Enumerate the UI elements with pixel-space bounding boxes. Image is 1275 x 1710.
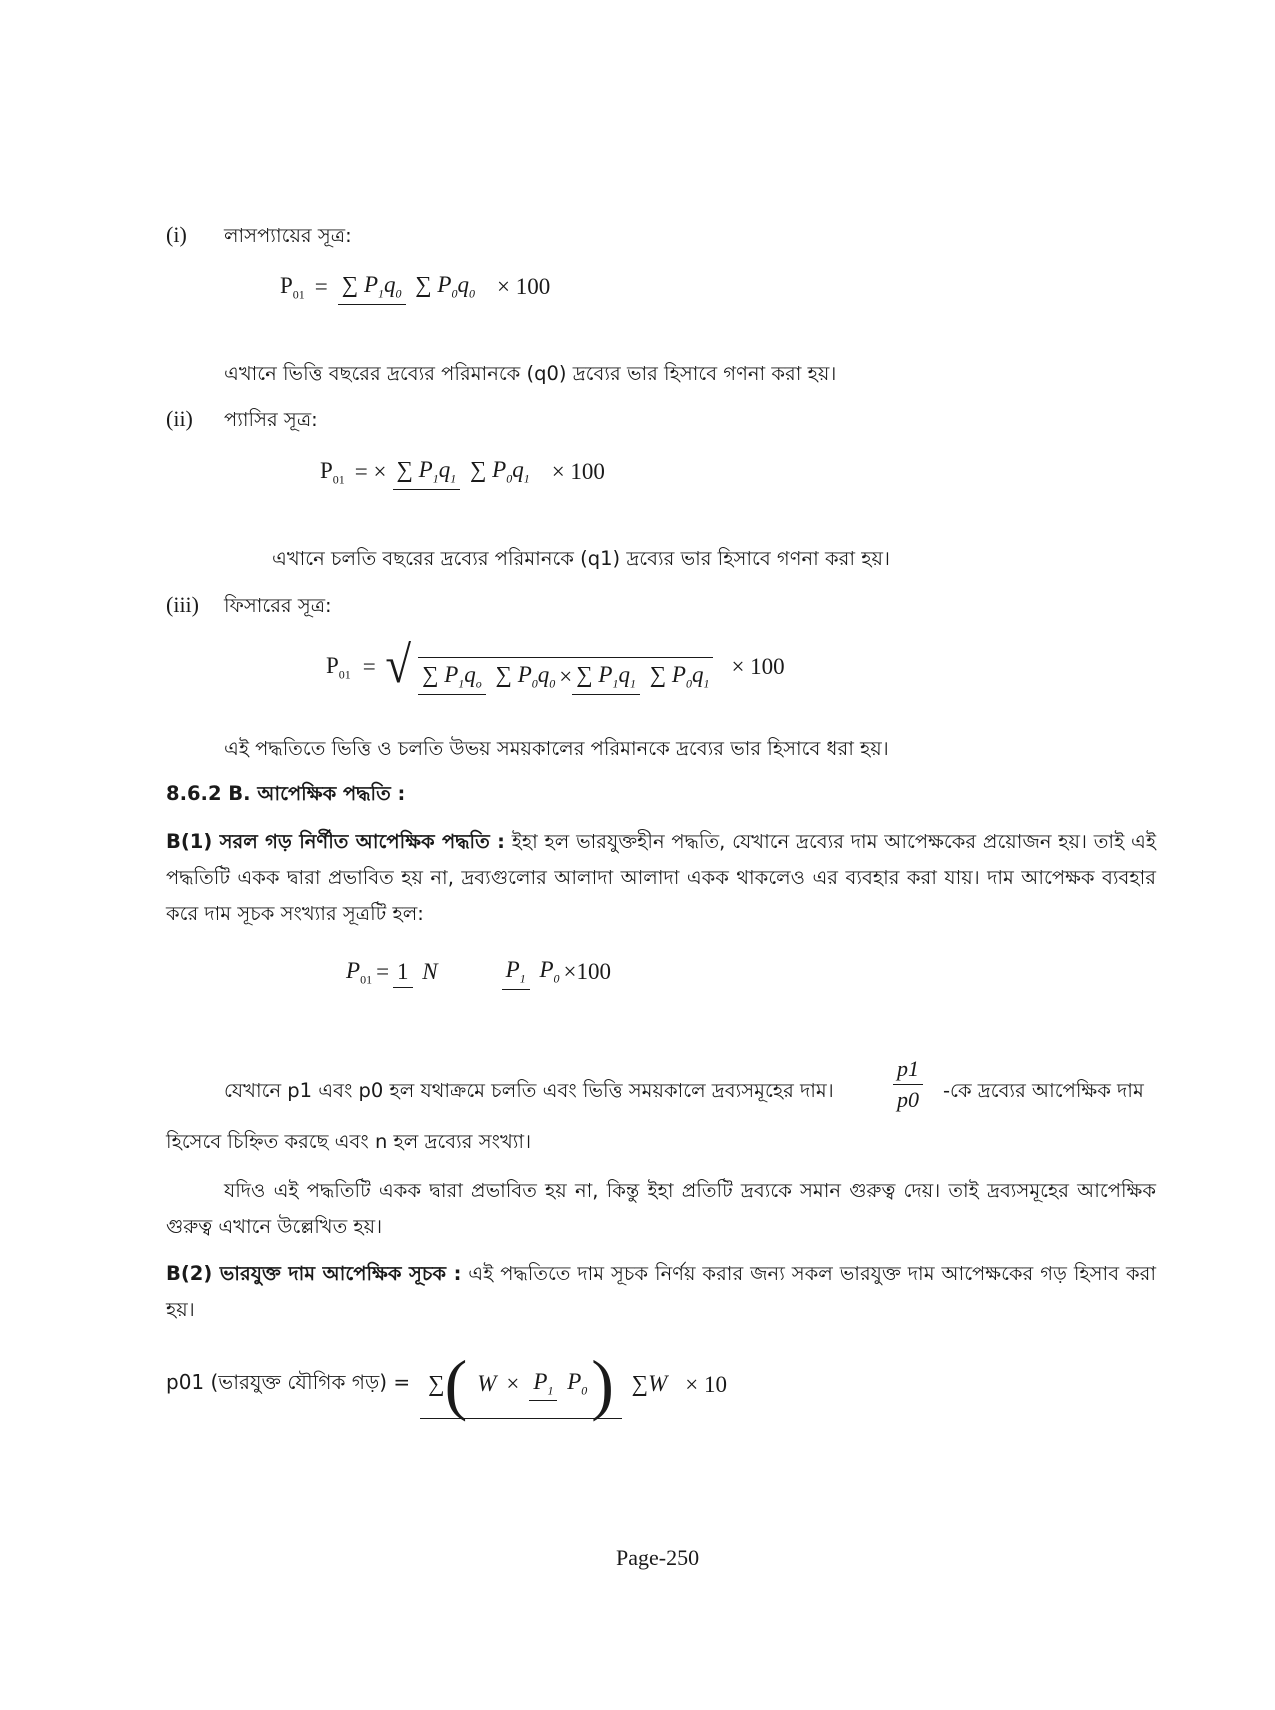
fisher-formula: $P_{01}$ = √ ∑ $P_1q_o$ ∑ $P_0q_0$ × ∑ $P_1q_1$ ∑ $P_0q_1$ × 100 — [326, 637, 785, 694]
formula-lhs: $P_{01}$ — [320, 457, 345, 487]
fisher-title: ফিসারের সূত্র: — [224, 594, 332, 617]
item-number-i: (i) — [166, 222, 187, 247]
weighted-formula: p01 (ভারযুক্ত যৌগিক গড়) = ∑ ( W × $P_1$ $P_0$ ) ∑W × 10 — [166, 1346, 727, 1422]
although-paragraph: যদিও এই পদ্ধতিটি একক দ্বারা প্রভাবিত হয় না, কিন্তু ইহা প্রতিটি দ্রব্যকে সমান গুরুত্ব দেয়। তাই দ্রব্যসমূহের আপেক্ষিক গুরুত্ব এখানে উল্লেখিত হয়। — [166, 1179, 1156, 1238]
where-text: যেখানে p1 এবং p0 হল যথাক্রমে চলতি এবং ভিত্তি সময়কালে দ্রব্যসমূহের দাম। — [224, 1079, 834, 1102]
laspeyres-title: লাসপ্যায়ের সূত্র: — [224, 224, 352, 247]
formula-lhs: $P_{01}$ — [280, 272, 305, 302]
b1-text: ইহা হল ভারযুক্তহীন পদ্ধতি, যেখানে দ্রব্যের দাম আপেক্ষকের প্রয়োজন হয়। তাই এই পদ্ধতিটি একক দ্বারা প্রভাবিত হয় না, দ্রব্যগুলোর আলাদা আলাদা একক থাকলেও এর ব্যবহার করা যায়। দাম আপেক্ষক ব্যবহার করে দাম সূচক সংখ্যার সূত্রটি হল: — [166, 830, 1156, 925]
page-number: Page-250 — [616, 1545, 700, 1570]
laspeyres-fraction: ∑ $P_1q_0$ ∑ $P_0q_0$ — [338, 270, 479, 305]
paasche-note: এখানে চলতি বছরের দ্রব্যের পরিমানকে (q1) দ্রব্যের ভার হিসাবে গণনা করা হয়। — [272, 547, 890, 570]
weighted-fraction: ∑ ( W × $P_1$ $P_0$ ) ∑W — [420, 1350, 671, 1419]
paasche-title: প্যাসির সূত্র: — [224, 408, 318, 431]
where-text-continued: -কে দ্রব্যের আপেক্ষিক দাম — [943, 1079, 1144, 1102]
section-heading: 8.6.2 B. আপেক্ষিক পদ্ধতি : — [166, 782, 406, 805]
weighted-lhs: p01 (ভারযুক্ত যৌগিক গড়) = — [166, 1370, 411, 1394]
b1-paragraph — [166, 824, 1156, 932]
simple-average-formula: $P_{01}$ = 1 N $P_1$ $P_0$ ×100 — [346, 955, 611, 990]
b2-text: এই পদ্ধতিতে দাম সূচক নির্ণয় করার জন্য সকল ভারযুক্ত দাম আপেক্ষকের গড় হিসাব করা হয়। — [166, 1262, 1157, 1321]
laspeyres-formula: $P_{01}$ = ∑ $P_1q_0$ ∑ $P_0q_0$ × 100 — [280, 270, 550, 305]
paasche-fraction: ∑ $P_1q_1$ ∑ $P_0q_1$ — [393, 455, 534, 490]
relative-price-fraction: $\frac{p1}{p0}$ — [893, 1056, 923, 1113]
item-number-iii: (iii) — [166, 592, 199, 617]
square-root: √ ∑ $P_1q_o$ ∑ $P_0q_0$ × ∑ $P_1q_1$ ∑ $P_0q_1$ — [384, 640, 714, 695]
item-number-ii: (ii) — [166, 406, 193, 431]
formula-lhs: $P_{01}$ — [326, 652, 351, 682]
formula-lhs: $P_{01}$ — [346, 957, 373, 987]
b2-paragraph — [166, 1256, 1156, 1328]
fisher-note: এই পদ্ধতিতে ভিত্তি ও চলতি উভয় সময়কালের পরিমানকে দ্রব্যের ভার হিসাবে ধরা হয়। — [224, 737, 889, 760]
b1-label: B(1) সরল গড় নির্ণীত আপেক্ষিক পদ্ধতি : — [166, 830, 505, 853]
paasche-formula: $P_{01}$ = × ∑ $P_1q_1$ ∑ $P_0q_1$ × 100 — [320, 455, 605, 490]
where-text-line2: হিসেবে চিহ্নিত করছে এবং n হল দ্রব্যের সংখ্যা। — [166, 1130, 532, 1153]
b2-label: B(2) ভারযুক্ত দাম আপেক্ষিক সূচক : — [166, 1262, 462, 1285]
laspeyres-note: এখানে ভিত্তি বছরের দ্রব্যের পরিমানকে (q0) দ্রব্যের ভার হিসাবে গণনা করা হয়। — [224, 362, 837, 385]
